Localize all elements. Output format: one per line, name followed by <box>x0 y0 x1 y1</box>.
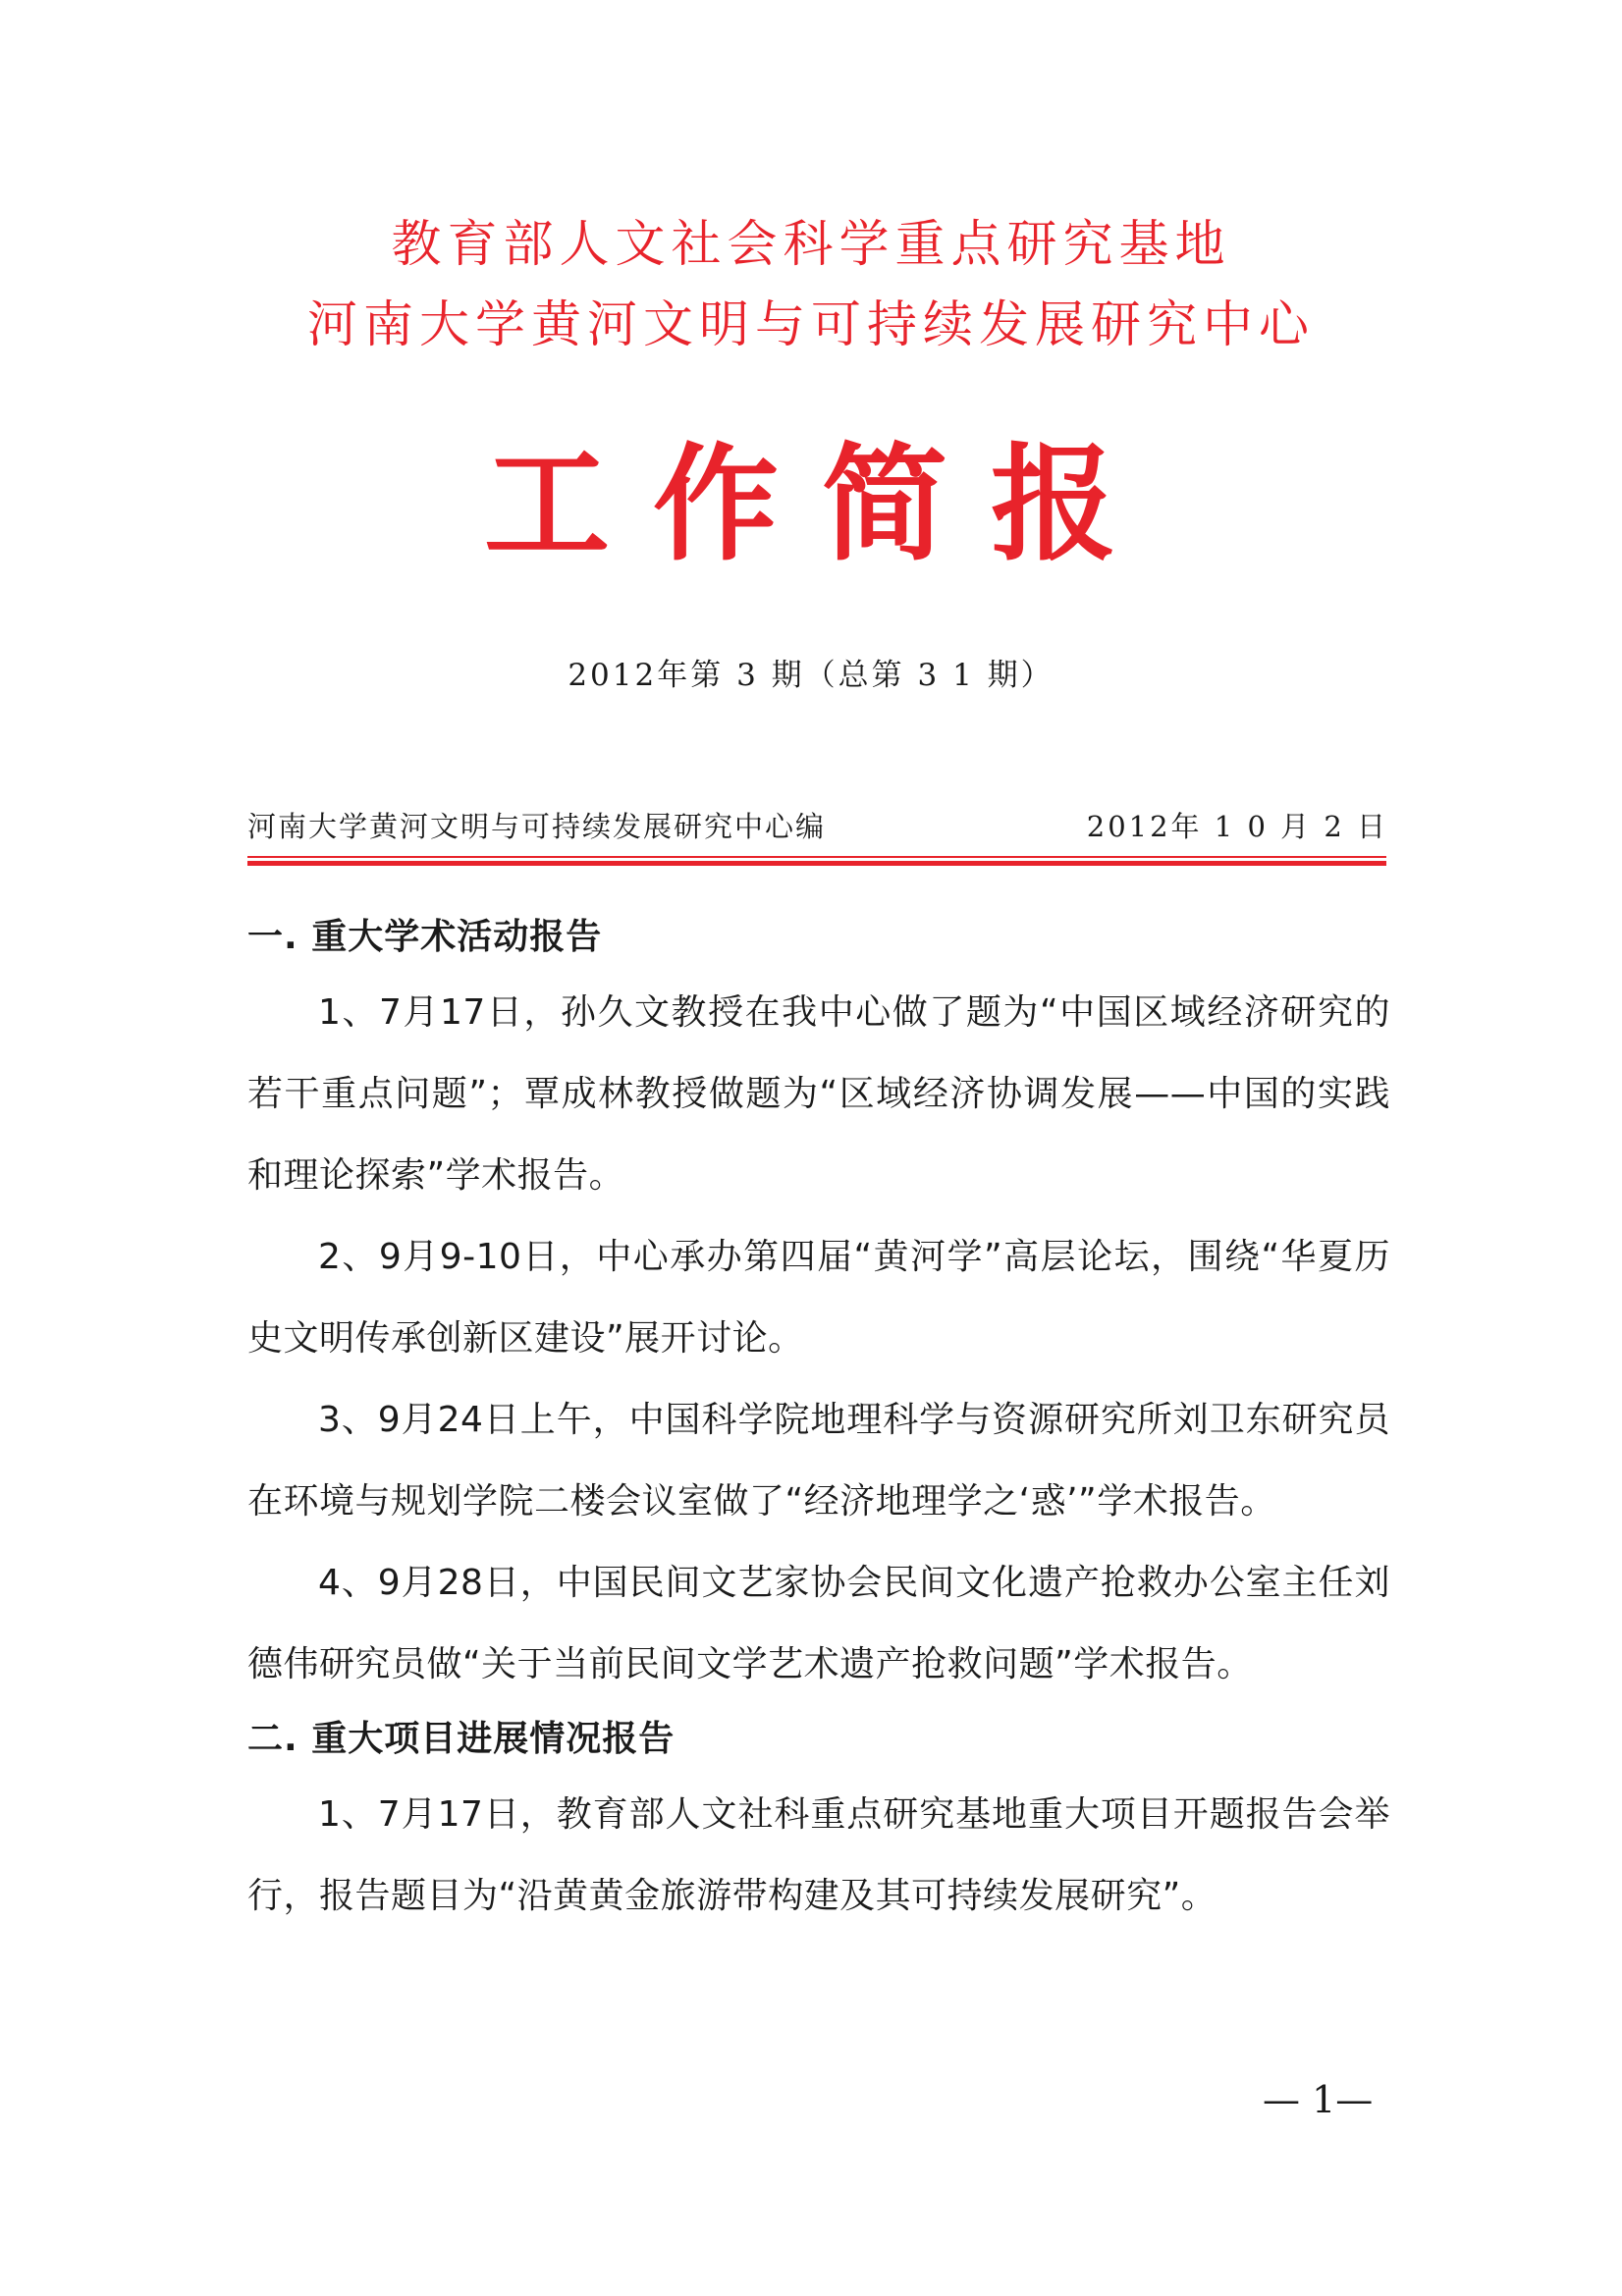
publish-date: 2012年 1 0 月 2 日 <box>1086 810 1388 843</box>
page-number: — 1— <box>1263 2078 1374 2121</box>
center-name: 河南大学黄河文明与可持续发展研究中心 <box>306 296 1315 354</box>
issue-number: 2012年第 3 期（总第 3 1 期） <box>568 658 1054 693</box>
paragraph: 1、7月17日，教育部人文社科重点研究基地重大项目开题报告会举行，报告题目为“沿黄黄金旅游带构建及其可持续发展研究”。 <box>247 1794 1390 1916</box>
section-heading: 二. 重大项目进展情况报告 <box>247 1719 676 1759</box>
header-rule-thick <box>247 861 1386 866</box>
section-heading: 一. 重大学术活动报告 <box>247 917 603 957</box>
editor-line: 河南大学黄河文明与可持续发展研究中心编 <box>247 810 827 843</box>
paragraph: 3、9月24日上午，中国科学院地理科学与资源研究所刘卫东研究员在环境与规划学院二楼会议室做了“经济地理学之‘惑’”学术报告。 <box>247 1400 1390 1522</box>
institution-name: 教育部人文社会科学重点研究基地 <box>391 216 1231 274</box>
bulletin-body <box>247 903 1390 1937</box>
bulletin-title: 工作简报 <box>483 432 1160 578</box>
paragraph: 4、9月28日，中国民间文艺家协会民间文化遗产抢救办公室主任刘德伟研究员做“关于当前民间文学艺术遗产抢救问题”学术报告。 <box>247 1563 1390 1684</box>
paragraph: 2、9月9-10日，中心承办第四届“黄河学”高层论坛，围绕“华夏历史文明传承创新区建设”展开讨论。 <box>247 1237 1390 1359</box>
header-rule-thin <box>247 856 1386 858</box>
paragraph: 1、7月17日，孙久文教授在我中心做了题为“中国区域经济研究的若干重点问题”；覃成林教授做题为“区域经济协调发展——中国的实践和理论探索”学术报告。 <box>247 992 1390 1196</box>
